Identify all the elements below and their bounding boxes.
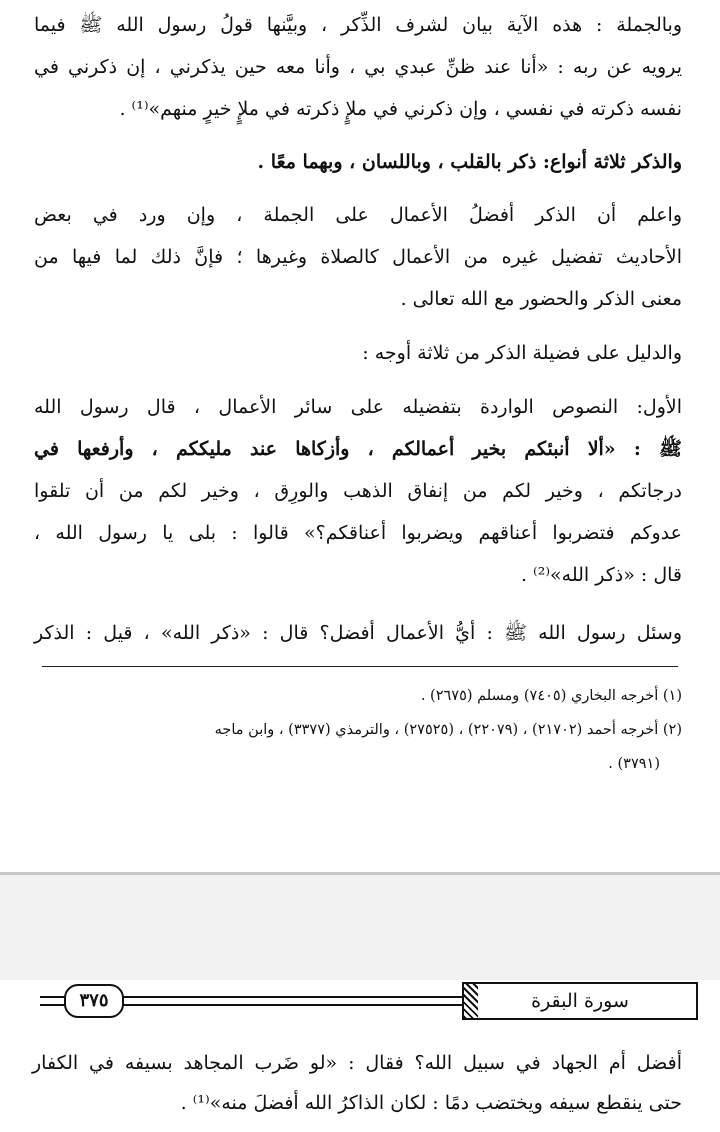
text-line: وبالجملة : هذه الآية بيان لشرف الذِّكر ، وبيَّنها قولُ رسول الله ﷺ فيما [34, 14, 682, 36]
text-line: وسئل رسول الله ﷺ : أيُّ الأعمال أفضل؟ قال : «ذكر الله» ، قيل : الذكر [34, 622, 682, 644]
page-separator [0, 872, 720, 980]
hadith-line: ﷺ : «ألا أنبئكم بخير أعمالكم ، وأزكاها عند مليككم ، وأرفعها في [34, 438, 682, 460]
hadith-line: عدوكم فتضربوا أعناقهم ويضربوا أعناقكم؟» قالوا : بلى يا رسول الله ، [34, 522, 682, 544]
text-line: الأحاديث تفضيل غيره من الأعمال كالصلاة وغيرها ؛ فإنَّ ذلك لما فيها من [34, 246, 682, 268]
text-line: حتى ينقطع سيفه ويختضب دمًا : لكان الذاكرُ الله أفضلَ منه»⁽¹⁾ . [180, 1092, 682, 1114]
section-heading-line: والذكر ثلاثة أنواع: ذكر بالقلب ، وباللسان ، وبهما معًا . [257, 151, 682, 173]
footnote-divider [42, 666, 678, 667]
text-line: نفسه ذكرته في نفسي ، وإن ذكرني في ملإٍ ذكرته في ملإٍ خيرٍ منهم»⁽¹⁾ . [119, 98, 682, 120]
text-line: أفضل أم الجهاد في سبيل الله؟ فقال : «لو ضَرب المجاهد بسيفه في الكفار [32, 1052, 682, 1074]
text-line: معنى الذكر والحضور مع الله تعالى . [400, 288, 682, 310]
text-line: يرويه عن ربه : «أنا عند ظنِّ عبدي بي ، وأنا معه حين يذكرني ، إن ذكرني في [34, 56, 682, 78]
hadith-line: درجاتكم ، وخير لكم من إنفاق الذهب والورِق ، وخير لكم من أن تلقوا [34, 480, 682, 502]
surah-title: سورة البقرة [462, 982, 698, 1020]
footnote: (١) أخرجه البخاري (٧٤٠٥) ومسلم (٢٦٧٥) . [420, 688, 682, 704]
page-number: ٣٧٥ [64, 984, 124, 1018]
text-line: واعلم أن الذكر أفضلُ الأعمال على الجملة ، وإن ورد في بعض [34, 204, 682, 226]
text-line: والدليل على فضيلة الذكر من ثلاثة أوجه : [362, 342, 682, 364]
bottom-page [0, 980, 720, 1132]
text-line: قال : «ذكر الله»⁽²⁾ . [520, 564, 682, 586]
text-line: الأول: النصوص الواردة بتفضيله على سائر الأعمال ، قال رسول الله [34, 396, 682, 418]
footnote: (٢) أخرجه أحمد (٢١٧٠٢) ، (٢٢٠٧٩) ، (٢٧٥٢٥) ، والترمذي (٣٣٧٧) ، وابن ماجه [214, 722, 682, 738]
footnote: (٣٧٩١) . [608, 756, 660, 772]
